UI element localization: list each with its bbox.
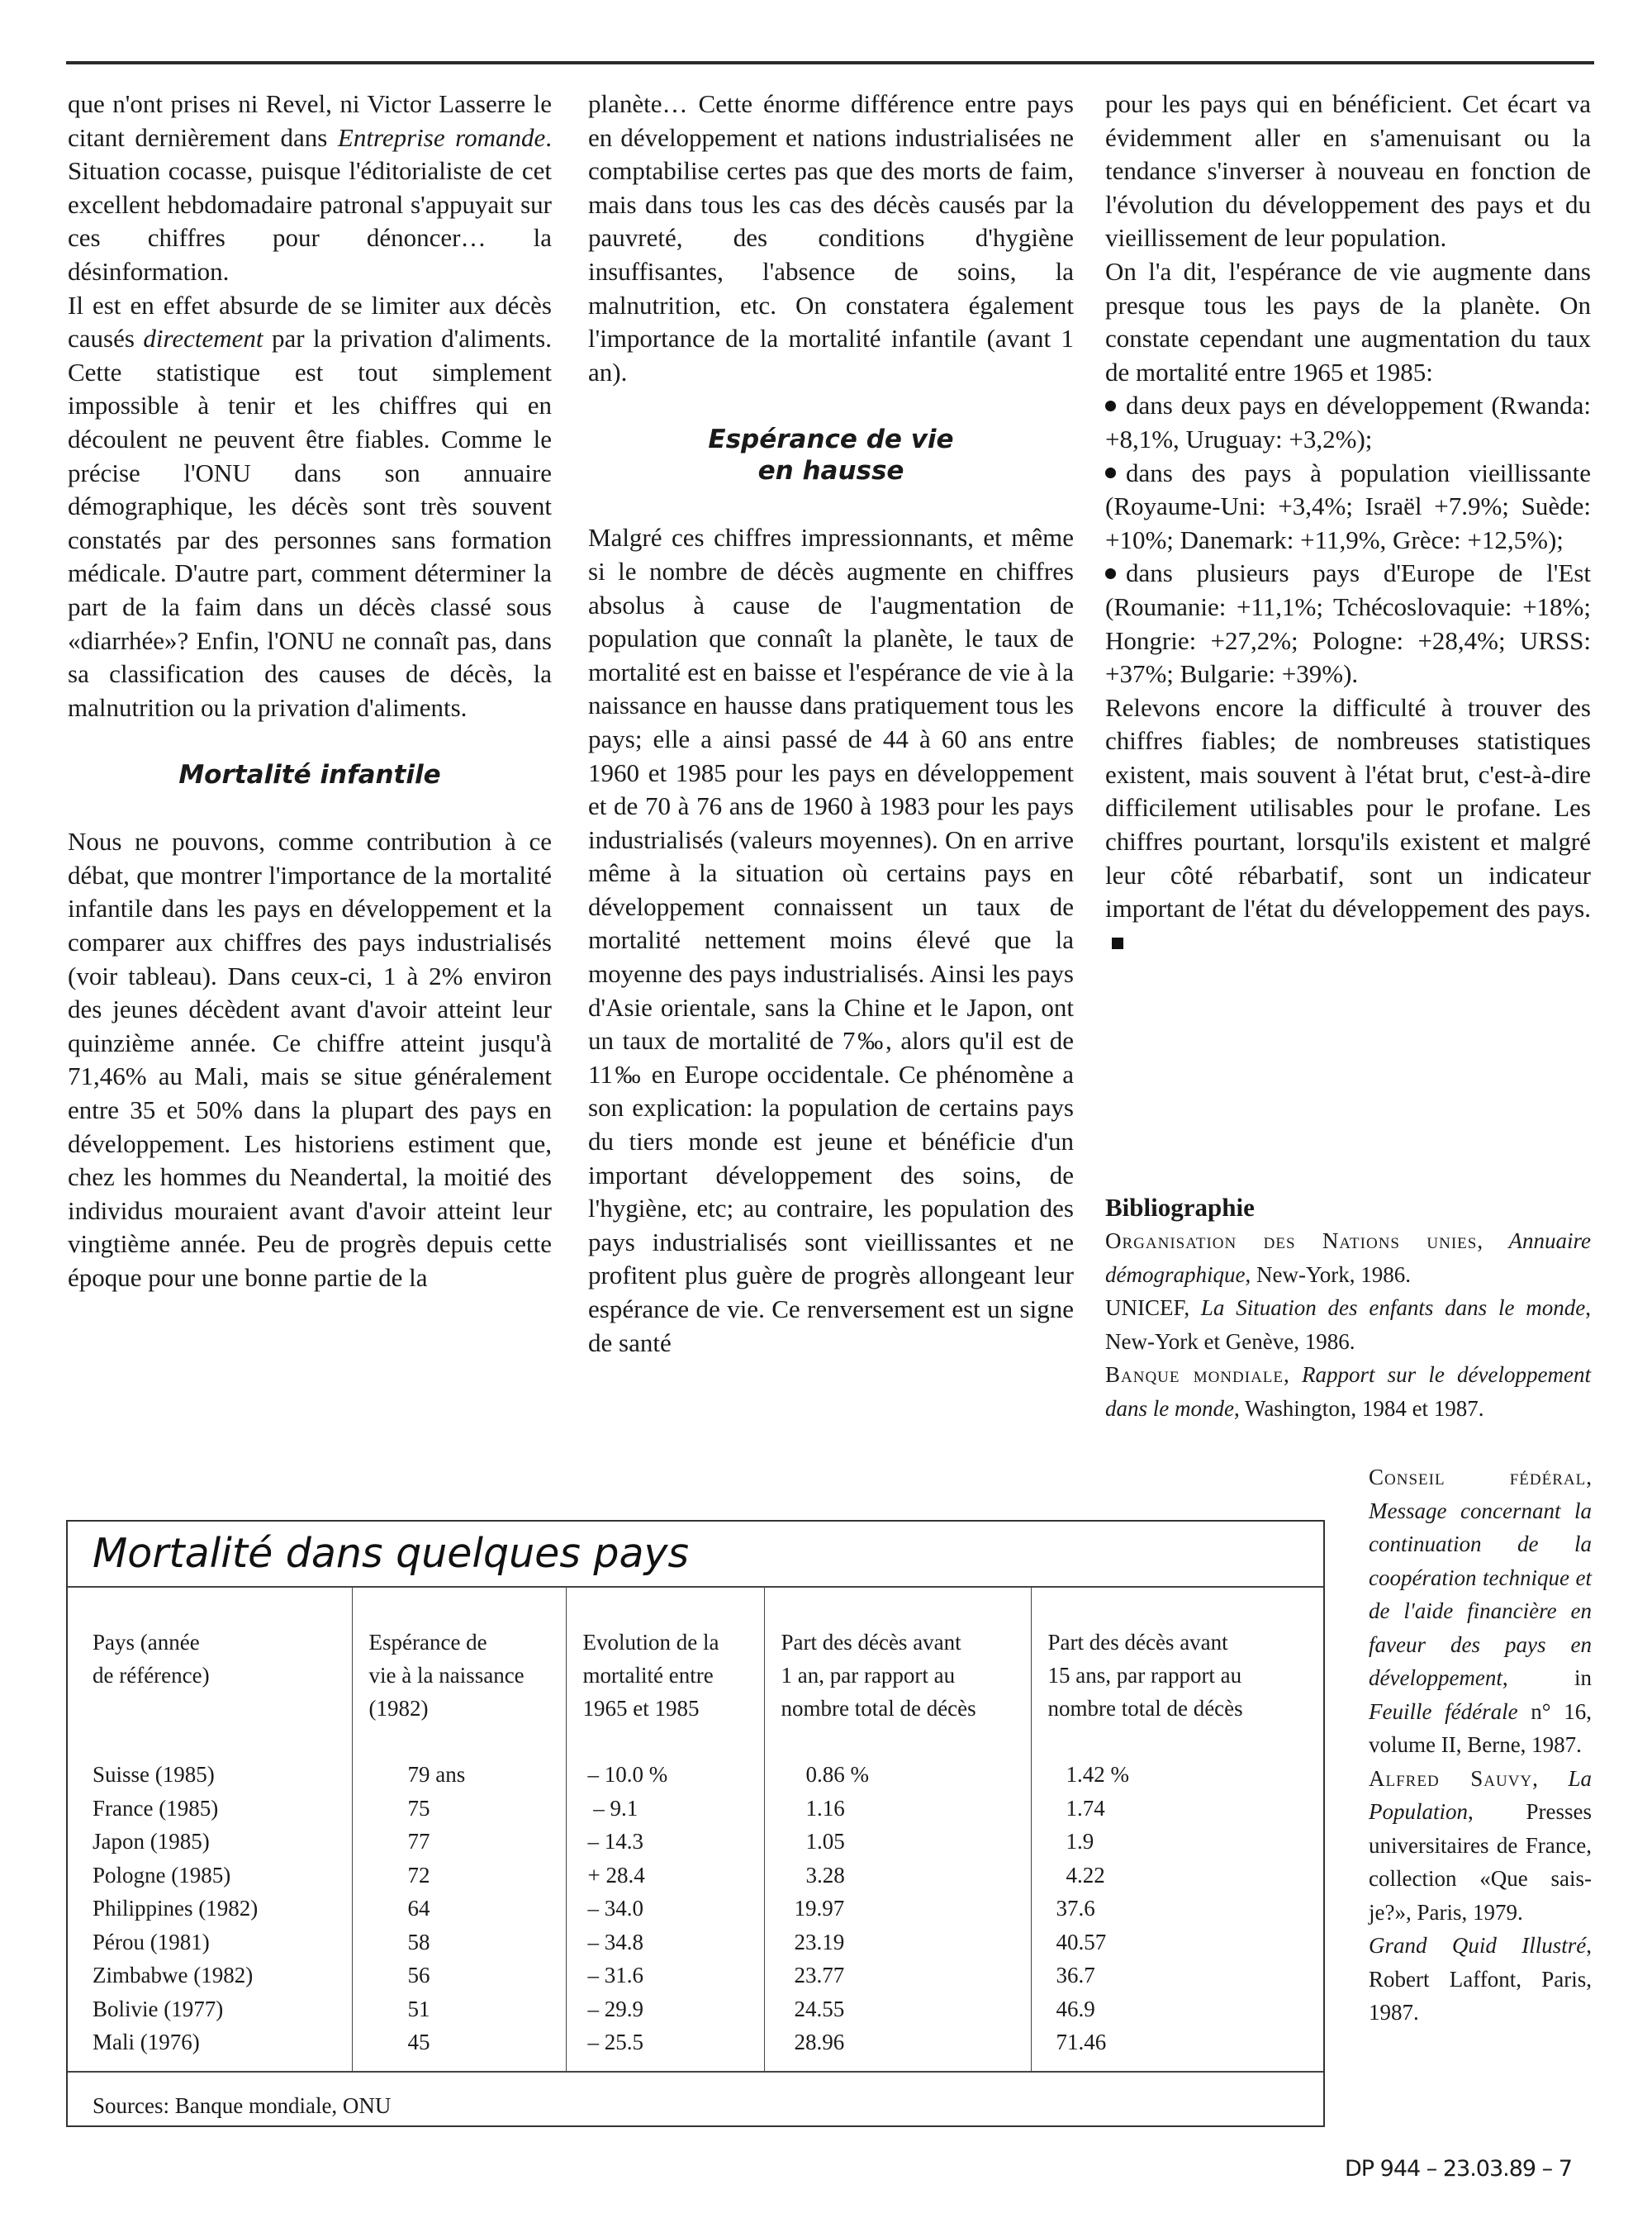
cell-mortality-change: – 9.1	[566, 1792, 764, 1826]
header-line: Espérance de	[368, 1630, 487, 1655]
column-header-deaths-under-1	[764, 1588, 1031, 1745]
cell-life-expectancy: 77	[352, 1825, 566, 1859]
table-row	[68, 1959, 1323, 1992]
publication-info: , Washington, 1984 et 1987.	[1233, 1395, 1484, 1421]
cell-mortality-change: – 31.6	[566, 1959, 764, 1992]
table-title: Mortalité dans quelques pays	[68, 1522, 1323, 1588]
bibliography-entry	[1369, 1929, 1592, 2030]
cell-life-expectancy: 79 ans	[352, 1745, 566, 1792]
text: Il est en effet absurde de se limiter aux décès causés	[68, 290, 552, 354]
paragraph: Nous ne pouvons, comme contribution à ce débat, que montrer l'importance de la mortalité infantile dans les pays en développement et la comparer aux chiffres des pays industrialisés (voir tableau). Dans ceux-ci, 1 à 2% environ des jeunes décèdent avant d'avoir atteint leur quinzième année. Ce chiffre atteint jusqu'à 71,46% au Mali, mais se situe généralement entre 35 et 50% dans la plupart des pays en développement. Les historiens estiment que, chez les hommes du Neandertal, la moitié des individus mouraient avant d'avoir atteint leur vingtième année. Peu de progrès depuis cette époque pour une bonne partie de la	[68, 827, 552, 1292]
header-line: (1982)	[368, 1696, 429, 1721]
cell-mortality-change: – 34.8	[566, 1926, 764, 1959]
table-row	[68, 1792, 1323, 1826]
bibliography-heading: Bibliographie	[1105, 1193, 1255, 1222]
table-row	[68, 1745, 1323, 1792]
header-line: 15 ans, par rapport au	[1047, 1663, 1242, 1688]
bullet-icon	[1105, 468, 1116, 478]
cell-life-expectancy: 58	[352, 1926, 566, 1959]
paragraph	[68, 88, 552, 289]
cell-life-expectancy: 56	[352, 1959, 566, 1992]
header-line: Pays (année	[93, 1630, 200, 1655]
cell-deaths-under-15: 37.6	[1031, 1892, 1323, 1926]
cell-country: Bolivie (1977)	[93, 1996, 224, 2021]
bullet-icon	[1105, 568, 1116, 579]
cell-mortality-change: – 34.0	[566, 1892, 764, 1926]
cell-country: France (1985)	[93, 1795, 219, 1821]
cell-country: Pologne (1985)	[93, 1862, 231, 1888]
title: La Population	[1369, 1765, 1593, 1824]
header-line: Part des décès avant	[1047, 1630, 1228, 1655]
table-row	[68, 1825, 1323, 1859]
cell-deaths-under-15: 1.9	[1031, 1825, 1323, 1859]
cell-deaths-under-1: 19.97	[764, 1892, 1031, 1926]
author: Alfred Sauvy	[1369, 1765, 1533, 1791]
title: Message concernant la continuation de la coopération technique et de l'aide financière en faveur des pays en développement	[1369, 1498, 1592, 1690]
header-line: mortalité entre	[582, 1663, 714, 1688]
header-line: nombre total de décès	[1047, 1696, 1243, 1721]
bullet-item	[1105, 457, 1591, 558]
bullet-icon	[1105, 401, 1116, 411]
cell-deaths-under-1: 28.96	[764, 2025, 1031, 2071]
title: Annuaire démographique	[1105, 1228, 1591, 1287]
bullet-item	[1105, 557, 1591, 691]
bibliography-entry: UNICEF, La Situation des enfants dans le monde, New-York et Genève, 1986.	[1105, 1295, 1592, 1354]
text: Relevons encore la difficulté à trouver des chiffres fiables; de nombreuses statistiques existent, mais souvent à l'état brut, c'est-à-dire difficilement utilisables pour le profane. Les chiffres pourtant, lorsqu'ils existent et malgré leur côté rébarbatif, sont un indicateur important de l'état du développement des pays.	[1105, 692, 1591, 924]
text: , in	[1502, 1665, 1592, 1690]
subheading-esperance-de-vie	[588, 424, 1074, 487]
bullet-text: dans plusieurs pays d'Europe de l'Est (Roumanie: +11,1%; Tchécoslovaquie: +18%; Hongrie: +27,2%; Pologne: +28,4%; URSS: +37%; Bulgarie: +39%).	[1105, 558, 1591, 689]
header-line: de référence)	[93, 1663, 210, 1688]
cell-deaths-under-1: 3.28	[764, 1859, 1031, 1892]
cell-deaths-under-1: 1.16	[764, 1792, 1031, 1826]
column-header-life-expectancy	[352, 1588, 566, 1745]
bullet-item	[1105, 389, 1591, 456]
author: Organisation des Nations unies	[1105, 1228, 1478, 1253]
bibliography-entry: Banque mondiale, Rapport sur le développement dans le monde, Washington, 1984 et 1987.	[1105, 1362, 1591, 1421]
table-row	[68, 1926, 1323, 1959]
title: Feuille fédérale	[1369, 1698, 1518, 1724]
mortality-table	[68, 1588, 1323, 2071]
column-header-mortality-change	[566, 1588, 764, 1745]
mortality-table-box	[66, 1520, 1325, 2127]
paragraph: planète… Cette énorme différence entre pays en développement et nations industrialisées ne comptabilise certes pas que des morts de faim, mais dans tous les cas des décès causés par la pauvreté, des conditions d'hygiène insuffisantes, l'absence de soins, la malnutrition, etc. On constatera également l'importance de la mortalité infantile (avant 1 an).	[588, 89, 1074, 387]
table-row	[68, 1992, 1323, 2026]
bibliography-entry: Conseil fédéral, Message concernant la continuation de la coopération technique et de l'aide financière en faveur des pays en développement, in Feuille fédérale n° 16, volume II, Berne, 1987.	[1369, 1465, 1592, 1757]
article-column-3	[1105, 88, 1591, 959]
paragraph	[68, 289, 552, 725]
author: Banque mondiale	[1105, 1362, 1284, 1387]
text: que n'ont prises ni Revel, ni Victor Lasserre le citant dernièrement dans	[68, 89, 552, 152]
cell-life-expectancy: 72	[352, 1859, 566, 1892]
subheading-line: Espérance de vie	[708, 425, 954, 455]
article-column-1	[68, 88, 552, 1295]
cell-mortality-change: – 14.3	[566, 1825, 764, 1859]
publication-info: , Robert Laffont, Paris, 1987.	[1369, 1933, 1592, 2025]
cell-mortality-change: + 28.4	[566, 1859, 764, 1892]
cell-deaths-under-1: 23.19	[764, 1926, 1031, 1959]
cell-deaths-under-1: 23.77	[764, 1959, 1031, 1992]
title: Grand Quid Illustré	[1369, 1933, 1587, 1958]
text: par la privation d'aliments. Cette statistique est tout simplement impossible à tenir et les chiffres qui en découlent ne peuvent être fiables. Comme le précise l'ONU dans son annuaire démographique, les décès sont très souvent constatés par des personnes sans formation médicale. D'autre part, comment déterminer la part de la faim dans un décès classé sous «diarrhée»? Enfin, l'ONU ne connaît pas, dans sa classification des causes de décès, la malnutrition ou la privation d'aliments.	[68, 324, 553, 722]
publication-info: n° 16, volume II, Berne, 1987.	[1369, 1698, 1592, 1757]
table-sources: Sources: Banque mondiale, ONU	[68, 2071, 1323, 2122]
bibliography	[1105, 1191, 1591, 1425]
header-line: Part des décès avant	[781, 1630, 961, 1655]
publication-info: , Presses universitaires de France, collection «Que sais-je?», Paris, 1979.	[1369, 1799, 1592, 1925]
cell-deaths-under-15: 71.46	[1031, 2025, 1323, 2071]
author: UNICEF	[1105, 1295, 1184, 1320]
title: La Situation des enfants dans le monde	[1200, 1295, 1586, 1320]
header-line: nombre total de décès	[781, 1696, 976, 1721]
bullet-text: dans deux pays en développement (Rwanda: +8,1%, Uruguay: +3,2%);	[1105, 391, 1591, 454]
text: . Situation cocasse, puisque l'éditorialiste de cet excellent hebdomadaire patronal s'appuyait sur ces chiffres pour dénoncer… la désinformation.	[68, 122, 552, 286]
bullet-text: dans des pays à population vieillissante (Royaume-Uni: +3,4%; Israël +7.9%; Suède: +10%; Danemark: +11,9%, Grèce: +12,5%);	[1105, 458, 1591, 554]
table-header-row	[68, 1588, 1323, 1745]
column-header-country	[68, 1588, 352, 1745]
cell-country: Suisse (1985)	[93, 1762, 215, 1787]
cell-country: Philippines (1982)	[93, 1896, 259, 1921]
table-row	[68, 2025, 1323, 2071]
bibliography-continued	[1369, 1460, 1592, 2030]
paragraph: On l'a dit, l'espérance de vie augmente dans presque tous les pays de la planète. On constate cependant une augmentation du taux de mortalité entre 1965 et 1985:	[1105, 256, 1591, 387]
cell-deaths-under-15: 46.9	[1031, 1992, 1323, 2026]
cell-deaths-under-15: 4.22	[1031, 1859, 1323, 1892]
top-rule	[66, 61, 1594, 64]
bibliography-entry: Organisation des Nations unies, Annuaire démographique, New-York, 1986.	[1105, 1228, 1591, 1287]
header-line: vie à la naissance	[368, 1663, 525, 1688]
cell-life-expectancy: 64	[352, 1892, 566, 1926]
article-column-2	[588, 88, 1074, 1360]
cell-life-expectancy: 75	[352, 1792, 566, 1826]
table-row	[68, 1859, 1323, 1892]
cell-country: Zimbabwe (1982)	[93, 1963, 254, 1987]
cell-mortality-change: – 29.9	[566, 1992, 764, 2026]
paragraph: pour les pays qui en bénéficient. Cet écart va évidemment aller en s'amenuisant ou la tendance s'inverser à nouveau en fonction de l'évolution du développement des pays et du vieillissement de leur population.	[1105, 89, 1591, 253]
italic-emphasis: directement	[143, 324, 263, 354]
header-line: 1 an, par rapport au	[781, 1663, 956, 1688]
page-footer-reference: DP 944 – 23.03.89 – 7	[1345, 2156, 1572, 2182]
cell-country: Mali (1976)	[93, 2030, 200, 2054]
italic-publication-name: Entreprise romande	[337, 122, 546, 152]
cell-mortality-change: – 10.0 %	[566, 1745, 764, 1792]
paragraph	[1105, 691, 1591, 960]
cell-deaths-under-15: 1.42 %	[1031, 1745, 1323, 1792]
column-header-deaths-under-15	[1031, 1588, 1323, 1745]
publication-info: , New-York et Genève, 1986.	[1105, 1295, 1592, 1354]
cell-country: Pérou (1981)	[93, 1929, 210, 1954]
cell-country: Japon (1985)	[93, 1829, 210, 1854]
author: Conseil fédéral	[1369, 1465, 1587, 1489]
cell-deaths-under-1: 24.55	[764, 1992, 1031, 2026]
cell-deaths-under-15: 1.74	[1031, 1792, 1323, 1826]
cell-deaths-under-1: 1.05	[764, 1825, 1031, 1859]
cell-mortality-change: – 25.5	[566, 2025, 764, 2071]
table-row	[68, 1892, 1323, 1926]
title: Rapport sur le développement dans le monde	[1105, 1362, 1591, 1421]
subheading-mortalite-infantile: Mortalité infantile	[178, 760, 441, 791]
paragraph: Malgré ces chiffres impressionnants, et même si le nombre de décès augmente en chiffres absolus à cause de l'augmentation de population que connaît la planète, le taux de mortalité est en baisse et l'espérance de vie à la naissance en hausse dans pratiquement tous les pays; elle a ainsi passé de 44 à 60 ans entre 1960 et 1985 pour les pays en développement et de 70 à 76 ans de 1960 à 1983 pour les pays industrialisés (valeurs moyennes). On en arrive même à la situation où certains pays en développement connaissent un taux de mortalité nettement moins élevé que la moyenne des pays industrialisés. Ainsi les pays d'Asie orientale, sans la Chine et le Japon, ont un taux de mortalité de 7‰, alors qu'il est de 11‰ en Europe occidentale. Ce phénomène a son explication: la population de certains pays du tiers monde est jeune et bénéficie d'un important développement des soins, de l'hygiène, etc; au contraire, les population des pays industrialisés sont vieillissantes et ne profitent plus guère de progrès allongeant leur espérance de vie. Ce renversement est un signe de santé	[588, 523, 1074, 1357]
header-line: 1965 et 1985	[582, 1696, 700, 1721]
bibliography-entry: Alfred Sauvy, La Population, Presses universitaires de France, collection «Que sais-je?», Paris, 1979.	[1369, 1765, 1593, 1925]
cell-life-expectancy: 45	[352, 2025, 566, 2071]
cell-deaths-under-15: 36.7	[1031, 1959, 1323, 1992]
subheading-line: en hausse	[757, 456, 904, 487]
cell-deaths-under-1: 0.86 %	[764, 1745, 1031, 1792]
publication-info: , New-York, 1986.	[1245, 1261, 1411, 1287]
end-of-article-square-icon	[1112, 938, 1123, 949]
cell-deaths-under-15: 40.57	[1031, 1926, 1323, 1959]
cell-life-expectancy: 51	[352, 1992, 566, 2026]
header-line: Evolution de la	[582, 1630, 719, 1655]
